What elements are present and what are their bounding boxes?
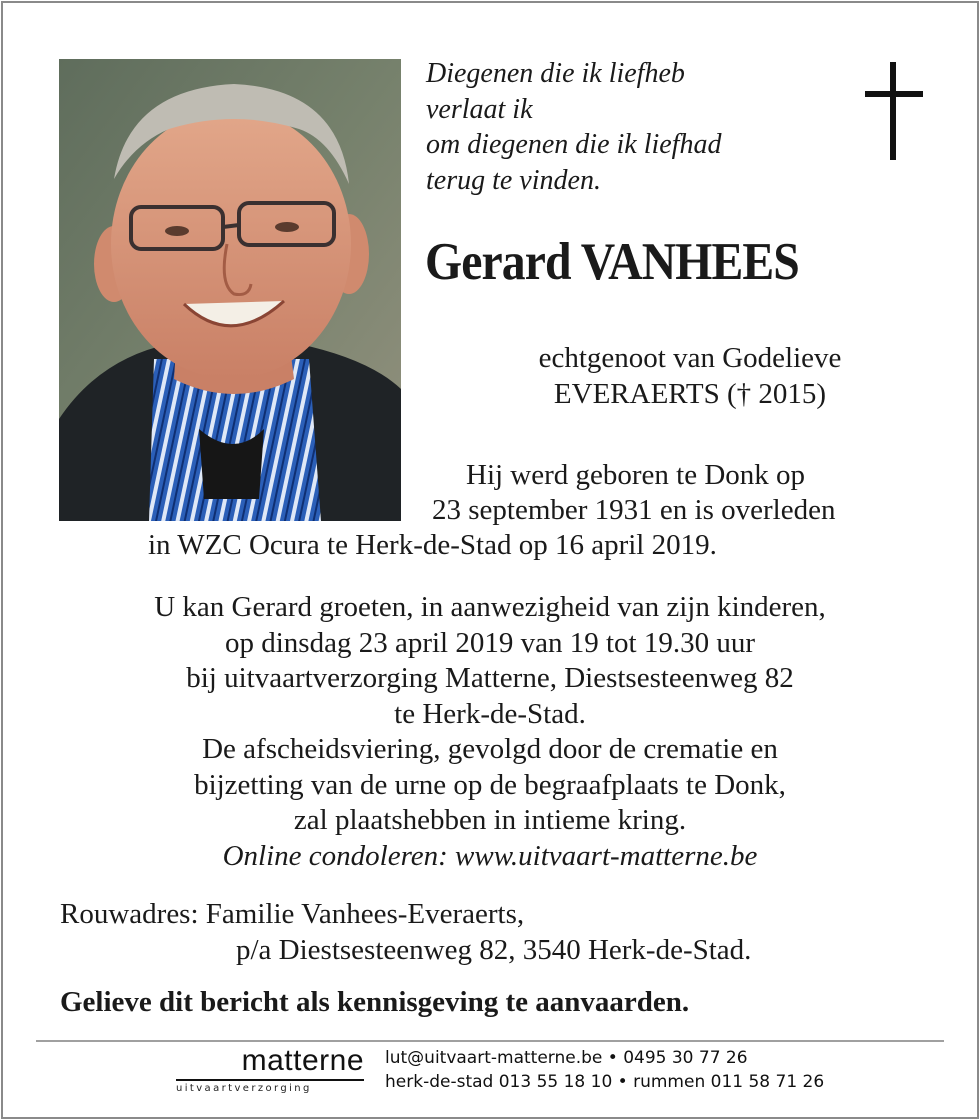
contact-line: herk-de-stad 013 55 18 10 • rummen 011 58 71 26 bbox=[385, 1072, 825, 1092]
ceremony-line: bij uitvaartverzorging Matterne, Diestsesteenweg 82 bbox=[186, 662, 794, 694]
ceremony-line: U kan Gerard groeten, in aanwezigheid van zijn kinderen, bbox=[154, 591, 826, 623]
ceremony-line: op dinsdag 23 april 2019 van 19 tot 19.30 uur bbox=[224, 626, 755, 659]
cross-icon bbox=[865, 62, 923, 160]
ceremony-info bbox=[0, 590, 980, 874]
birth-line: Hij werd geboren te Donk op bbox=[466, 459, 806, 491]
notice-text: Gelieve dit bericht als kennisgeving te aanvaarden. bbox=[60, 986, 690, 1018]
mourning-address bbox=[60, 896, 751, 968]
poem-line: om diegenen die ik liefhad bbox=[426, 129, 722, 160]
death-line: in WZC Ocura te Herk-de-Stad op 16 april 2019. bbox=[148, 529, 717, 561]
logo-rule bbox=[176, 1079, 364, 1081]
brand-name: matterne bbox=[241, 1044, 364, 1077]
matterne-logo bbox=[176, 1044, 364, 1098]
spouse-line: echtgenoot van Godelieve bbox=[538, 342, 842, 374]
brand-subtitle: uitvaartverzorging bbox=[176, 1083, 312, 1094]
spouse-info bbox=[400, 340, 980, 412]
poem bbox=[426, 56, 846, 198]
spouse-line: EVERAERTS († 2015) bbox=[553, 378, 827, 410]
poem-line: terug te vinden. bbox=[426, 164, 601, 196]
footer-contact bbox=[385, 1046, 824, 1094]
birth-line: 23 september 1931 en is overleden bbox=[432, 494, 836, 526]
address-line: p/a Diestsesteenweg 82, 3540 Herk-de-Stad. bbox=[236, 934, 752, 966]
ceremony-line: bijzetting van de urne op de begraafplaats te Donk, bbox=[194, 768, 786, 801]
deceased-name: Gerard VANHEES bbox=[425, 233, 799, 291]
portrait-photo bbox=[59, 59, 401, 521]
portrait-illustration bbox=[59, 59, 401, 521]
poem-line: verlaat ik bbox=[426, 93, 533, 125]
ceremony-line: te Herk-de-Stad. bbox=[394, 697, 586, 730]
ceremony-line: De afscheidsviering, gevolgd door de crematie en bbox=[202, 733, 778, 765]
footer-divider bbox=[36, 1040, 944, 1042]
online-condolence-link[interactable]: Online condoleren: www.uitvaart-matterne.be bbox=[222, 839, 758, 872]
contact-line[interactable]: lut@uitvaart-matterne.be • 0495 30 77 26 bbox=[385, 1048, 748, 1068]
address-line: Rouwadres: Familie Vanhees-Everaerts, bbox=[60, 898, 525, 930]
ceremony-line: zal plaatshebben in intieme kring. bbox=[293, 804, 687, 836]
poem-line: Diegenen die ik liefheb bbox=[426, 58, 685, 89]
